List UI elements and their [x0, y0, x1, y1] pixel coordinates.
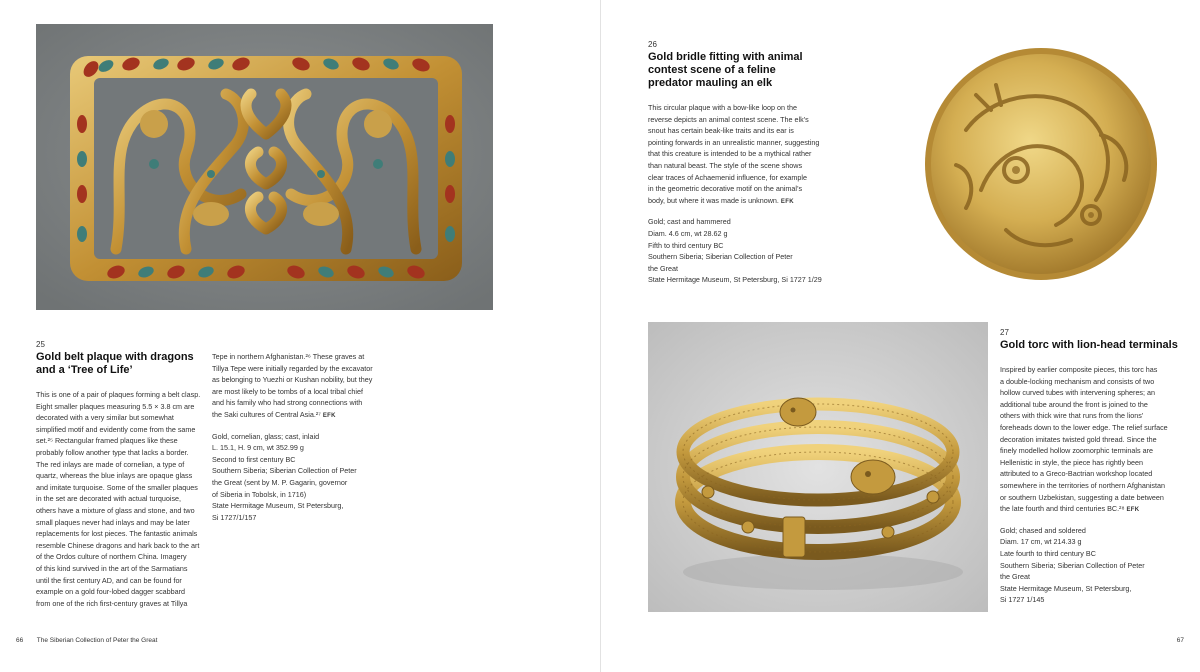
detail-line: Gold; cast and hammered — [648, 217, 731, 227]
detail-line: of Siberia in Tobolsk, in 1716) — [212, 489, 307, 499]
body-line: and imitate turquoise. Some of the smaller plaques — [36, 482, 198, 492]
body-line: attributed to a Greco-Bactrian workshop located — [1000, 469, 1153, 479]
body-line: The red inlays are made of cornelian, a type of — [36, 459, 185, 469]
body-line — [648, 195, 823, 209]
body-line: Tepe in northern Afghanistan.²⁶ These graves at — [212, 352, 365, 361]
photo-gold-bridle-fitting — [896, 40, 1186, 290]
body-line-text: body, but where it was made is unknown. — [648, 195, 779, 205]
body-line: in the geometric decorative motif on the animal’s — [648, 184, 803, 194]
body-line: set.²⁵ Rectangular framed plaques like these — [36, 436, 178, 446]
detail-line: Late fourth to third century BC — [1000, 548, 1096, 558]
author-initials: EFK — [780, 198, 794, 205]
page-number: 67 — [1176, 637, 1184, 644]
body-line: finely modelled hollow zoomorphic terminals are — [1000, 446, 1154, 456]
body-line: are most likely to be tombs of a local tribal chief — [212, 386, 364, 396]
body-line: This circular plaque with a bow-like loop on the — [648, 103, 798, 112]
body-line — [1000, 503, 1180, 517]
detail-line: Diam. 17 cm, wt 214.33 g — [1000, 537, 1082, 547]
body-line: that this creature is intended to be a mythical rather — [648, 149, 812, 159]
detail-line: Fifth to third century BC — [648, 240, 724, 250]
body-line: decorated with a very similar but somewhat — [36, 413, 174, 423]
detail-line: L. 15.1, H. 9 cm, wt 352.99 g — [212, 443, 304, 453]
detail-line: the Great (sent by M. P. Gagarin, governor — [212, 477, 348, 487]
entry-number: 25 — [36, 340, 45, 349]
body-line: Inspired by earlier composite pieces, this torc has — [1000, 365, 1158, 374]
body-line-text: the late fourth and third centuries BC.²⁸ — [1000, 504, 1125, 514]
author-initials: EFK — [1126, 507, 1140, 514]
body-line: snout has certain beak-like traits and its ear is — [648, 126, 794, 136]
entry-number: 27 — [1000, 328, 1009, 337]
body-line: foreheads down to the lower edge. The relief surface — [1000, 422, 1168, 432]
body-line: of the Ordos culture of northern China. Imagery — [36, 552, 187, 562]
detail-line: State Hermitage Museum, St Petersburg, — [212, 501, 344, 511]
body-line: decoration imitates twisted gold thread. Since the — [1000, 434, 1157, 444]
author-initials: EFK — [322, 412, 336, 419]
body-line: This is one of a pair of plaques forming a belt clasp. — [36, 390, 201, 399]
photo-gold-belt-plaque — [36, 24, 493, 310]
body-line: of this kind survived in the art of the Sarmatians — [36, 563, 188, 573]
body-line: from one of the rich first-century graves at Tillya — [36, 598, 188, 608]
body-line: quartz, whereas the blue inlays are opaque glass — [36, 471, 193, 481]
detail-line: Southern Siberia; Siberian Collection of Peter — [1000, 560, 1145, 570]
body-line: probably follow another type that lacks a border. — [36, 447, 189, 457]
body-line — [212, 409, 392, 423]
entry-26 — [648, 40, 823, 286]
page-footer-left — [16, 637, 157, 644]
detail-line: Second to first century BC — [212, 454, 296, 464]
detail-line: Gold, cornelian, glass; cast, inlaid — [212, 431, 320, 441]
body-line: resemble Chinese dragons and hark back to the art — [36, 540, 200, 550]
body-line: hollow curved tubes with intervening spheres; an — [1000, 388, 1156, 398]
page-number: 66 — [16, 637, 24, 644]
body-line-text: the Saki cultures of Central Asia.²⁷ — [212, 409, 321, 419]
entry-body — [1000, 364, 1180, 606]
entry-title: Gold torc with lion-head terminals — [1000, 339, 1178, 351]
body-line: until the first century AD, and can be found for — [36, 575, 182, 585]
entry-title: Gold belt plaque with dragons and a ‘Tree of Life’ — [36, 351, 194, 376]
body-line: reverse depicts an animal contest scene. The elk’s — [648, 114, 809, 124]
body-line: somewhere in the territories of northern Afghanistan — [1000, 480, 1166, 490]
body-line: additional tube around the front is joined to the — [1000, 399, 1148, 409]
detail-line: Si 1727/1/157 — [212, 512, 257, 522]
entry-body — [648, 102, 823, 286]
entry-body-col1 — [36, 389, 206, 609]
entry-title: Gold bridle fitting with animal contest scene of a feline predator mauling an elk — [648, 51, 803, 89]
body-line: others with thick wire that runs from the lions’ — [1000, 411, 1144, 421]
body-line: Tillya Tepe were initially regarded by the excavator — [212, 363, 373, 373]
entry-27 — [1000, 328, 1180, 606]
running-title: The Siberian Collection of Peter the Great — [36, 637, 158, 644]
body-line: simplified motif and evidently come from the same — [36, 424, 196, 434]
body-line: clear traces of Achaemenid influence, for example — [648, 172, 808, 182]
detail-line: Gold; chased and soldered — [1000, 525, 1086, 535]
body-line: a double-locking mechanism and consists of two — [1000, 376, 1155, 386]
detail-line: Southern Siberia; Siberian Collection of Peter — [648, 252, 793, 262]
detail-line: Si 1727 1/145 — [1000, 595, 1045, 605]
detail-line: State Hermitage Museum, St Petersburg, Si 1727 1/29 — [648, 275, 822, 285]
detail-line: State Hermitage Museum, St Petersburg, — [1000, 583, 1132, 593]
body-line: or southern Uzbekistan, suggesting a date between — [1000, 492, 1164, 502]
right-page — [600, 0, 1200, 672]
body-line: and his family who had strong connections with — [212, 398, 363, 408]
page-footer-right — [1177, 637, 1184, 644]
detail-line: Diam. 4.6 cm, wt 28.62 g — [648, 228, 728, 238]
detail-line: Southern Siberia; Siberian Collection of Peter — [212, 466, 357, 476]
body-line: others have a mixture of glass and stone, and two — [36, 505, 195, 515]
body-line: Hellenistic in style, the piece has rightly been — [1000, 457, 1144, 467]
body-line: pointing forwards in an unrealistic manner, suggesting — [648, 137, 820, 147]
detail-line: the Great — [648, 263, 678, 273]
body-line: than natural beast. The style of the scene shows — [648, 160, 803, 170]
body-line: in the set are decorated with actual turquoise, — [36, 494, 182, 504]
entry-25 — [36, 340, 206, 609]
entry-25-col2 — [212, 351, 392, 523]
photo-gold-torc — [648, 322, 988, 612]
body-line: example on a gold four-lobed dagger scabbard — [36, 587, 186, 597]
detail-line: the Great — [1000, 572, 1030, 582]
body-line: small plaques never had inlays and may be later — [36, 517, 190, 527]
entry-number: 26 — [648, 40, 657, 49]
body-line: Eight smaller plaques measuring 5.5 × 3.8 cm are — [36, 401, 195, 411]
body-line: replacements for lost pieces. The fantastic animals — [36, 529, 198, 539]
body-line: as belonging to Yuezhi or Kushan nobility, but they — [212, 375, 373, 385]
